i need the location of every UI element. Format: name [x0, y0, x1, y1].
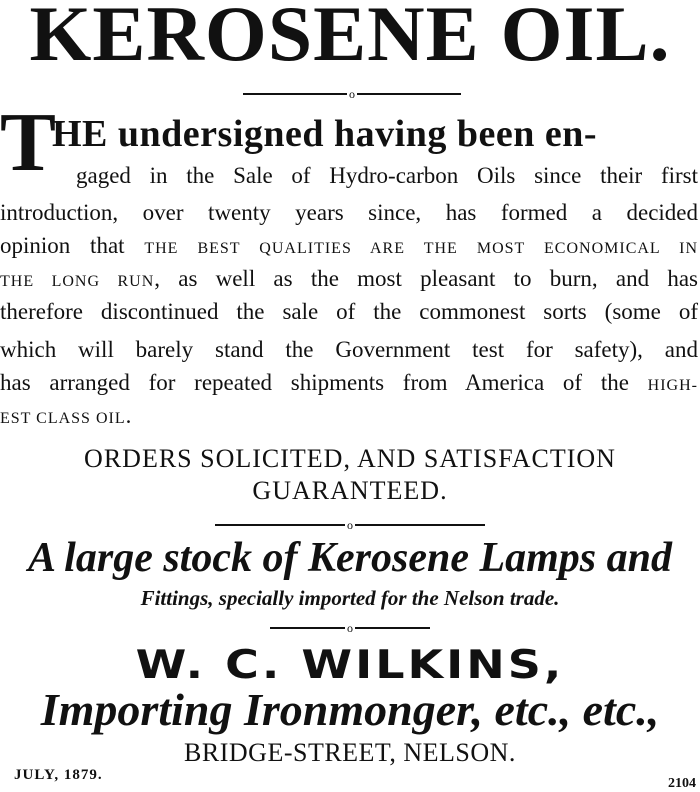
rule-marker: o — [347, 621, 353, 635]
rule-bar — [355, 627, 430, 629]
rule-bar — [357, 93, 461, 95]
paragraph-line: therefore discontinued the sale of the commonest sorts (some of — [0, 299, 698, 324]
issue-date: JULY, 1879. — [14, 767, 103, 783]
small-caps-text: HIGH- — [647, 377, 698, 394]
paragraph-text: , as well as the most pleasant to burn, and has — [154, 266, 698, 291]
divider-rule — [215, 519, 485, 531]
paragraph-text: opinion that — [0, 233, 145, 258]
paragraph-line — [0, 230, 698, 266]
paragraph-line — [0, 367, 698, 403]
orders-notice — [0, 443, 700, 507]
rule-bar — [243, 93, 347, 95]
paragraph-text: has arranged for repeated shipments from America of the — [0, 370, 648, 395]
divider-rule — [270, 622, 430, 634]
small-caps-text: THE LONG RUN — [0, 273, 155, 290]
small-caps-text: THE BEST QUALITIES ARE THE MOST ECONOMICAL IN — [144, 240, 699, 257]
lamps-heading: A large stock of Kerosene Lamps and — [27, 535, 672, 581]
small-caps-text: EST CLASS OIL — [0, 410, 126, 427]
paragraph-line: which will barely stand the Government test for safety), and — [0, 337, 698, 362]
headline: KEROSENE OIL. — [29, 0, 671, 77]
rule-bar — [355, 524, 485, 526]
paragraph-line: introduction, over twenty years since, has formed a decided — [0, 200, 698, 225]
rule-marker: o — [347, 518, 353, 532]
merchant-trade: Importing Ironmonger, etc., etc., — [40, 684, 660, 735]
merchant-name: W. C. WILKINS, — [135, 640, 565, 688]
rule-marker: o — [349, 87, 355, 101]
paragraph-line: gaged in the Sale of Hydro-carbon Oils since their first — [76, 163, 698, 188]
rule-bar — [215, 524, 345, 526]
orders-line: ORDERS SOLICITED, AND SATISFACTION — [84, 444, 616, 473]
merchant-address: BRIDGE-STREET, NELSON. — [184, 738, 516, 767]
paragraph-line — [0, 263, 698, 299]
rule-bar — [270, 627, 345, 629]
divider-rule — [243, 88, 461, 100]
paragraph-text: . — [125, 403, 132, 428]
drop-cap: T — [0, 96, 57, 189]
lamps-subheading: Fittings, specially imported for the Nelson trade. — [140, 586, 560, 610]
orders-line: GUARANTEED. — [252, 476, 448, 505]
ad-code: 2104 — [668, 776, 696, 791]
paragraph-line — [0, 400, 698, 436]
paragraph-line: HE undersigned having been en- — [52, 113, 597, 155]
